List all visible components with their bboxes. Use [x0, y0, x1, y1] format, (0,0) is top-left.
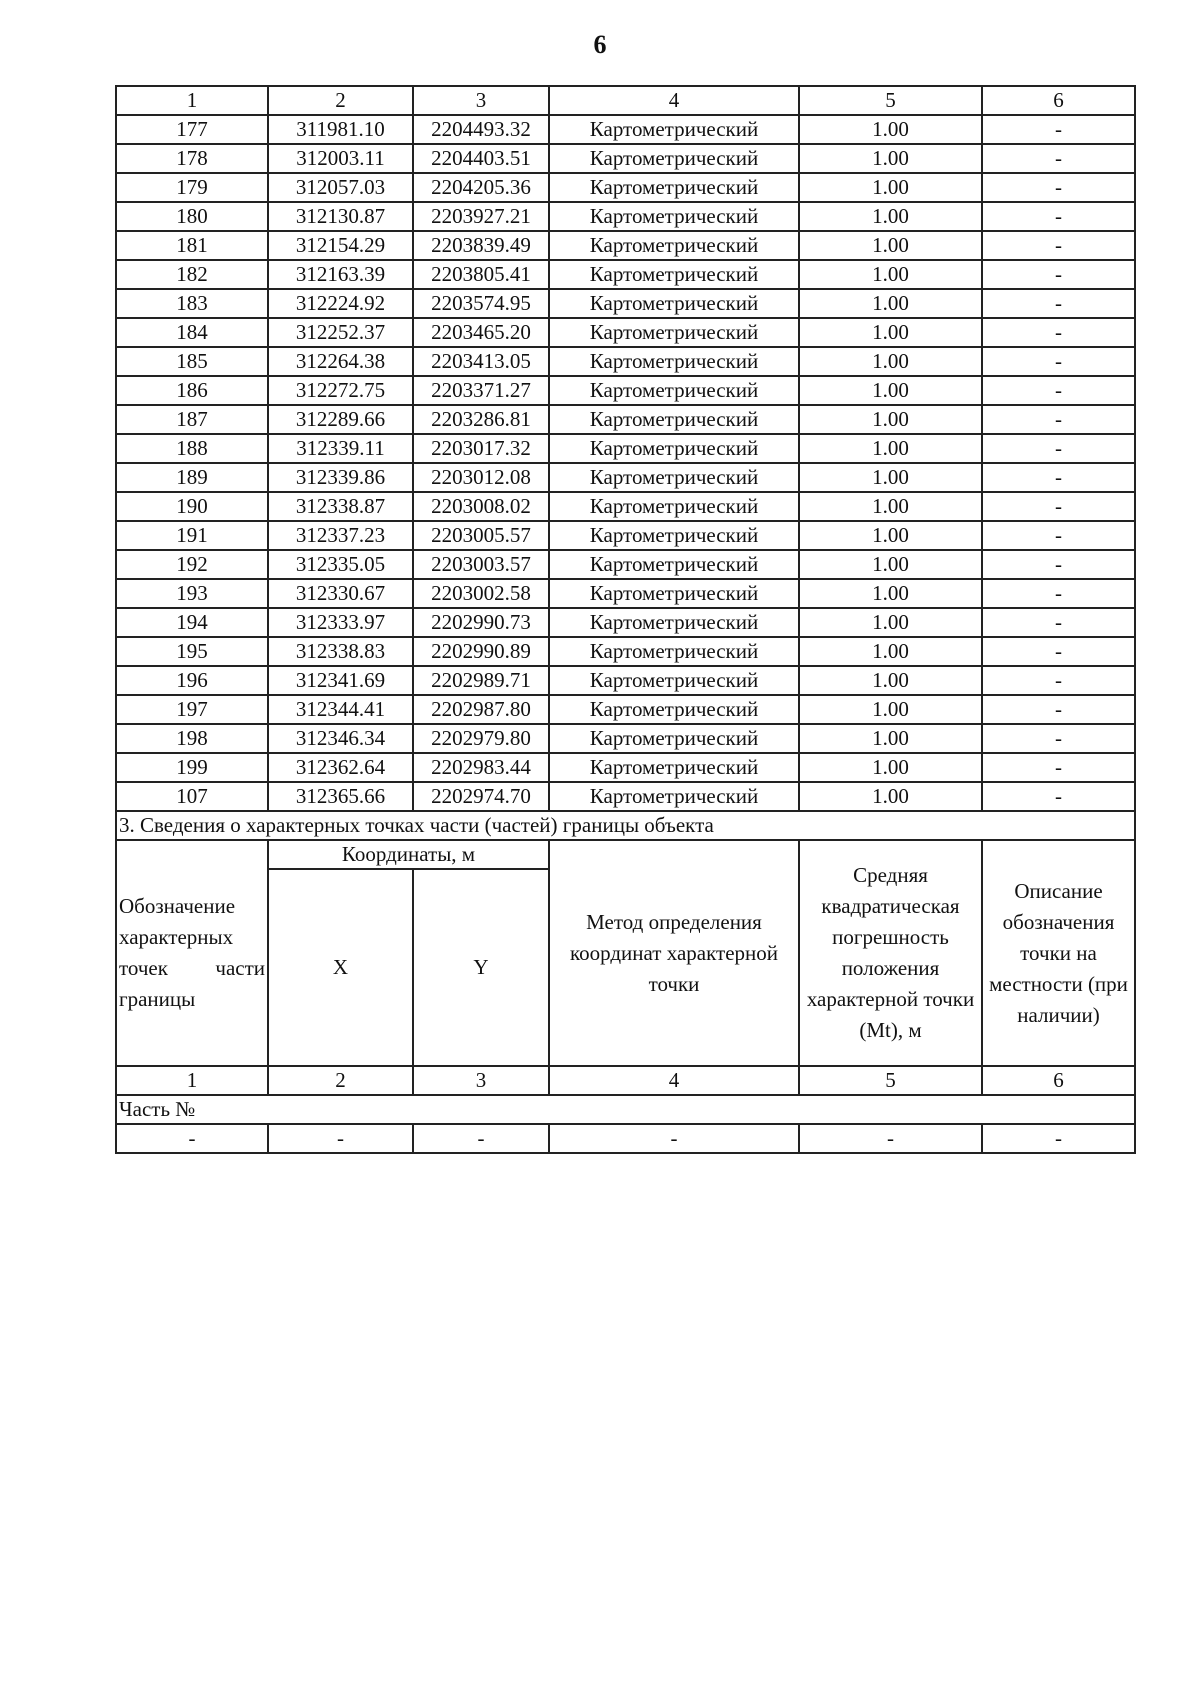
table-row	[116, 318, 1135, 347]
point-number-cell: 197	[116, 695, 268, 724]
description-cell: -	[982, 579, 1135, 608]
description-cell: -	[982, 405, 1135, 434]
y-coordinate-cell: 2204403.51	[413, 144, 549, 173]
x-coordinate-cell: 312338.83	[268, 637, 413, 666]
y-coordinate-cell: 2204205.36	[413, 173, 549, 202]
section3-title: 3. Сведения о характерных точках части (частей) границы объекта	[116, 811, 1135, 840]
method-cell: Картометрический	[549, 579, 799, 608]
mt-cell: 1.00	[799, 434, 982, 463]
part-label: Часть №	[116, 1095, 1135, 1124]
description-cell: -	[982, 144, 1135, 173]
description-cell: -	[982, 521, 1135, 550]
table-row	[116, 521, 1135, 550]
method-cell: Картометрический	[549, 724, 799, 753]
point-number-cell: 179	[116, 173, 268, 202]
x-coordinate-cell: 312003.11	[268, 144, 413, 173]
x-coordinate-cell: 312333.97	[268, 608, 413, 637]
description-cell: -	[982, 666, 1135, 695]
point-number-cell: 191	[116, 521, 268, 550]
empty-cell: -	[116, 1124, 268, 1153]
table-row	[116, 637, 1135, 666]
point-number-cell: 195	[116, 637, 268, 666]
description-cell: -	[982, 492, 1135, 521]
method-cell: Картометрический	[549, 318, 799, 347]
description-cell: -	[982, 289, 1135, 318]
table-row	[116, 492, 1135, 521]
column-number: 3	[413, 86, 549, 115]
x-coordinate-cell: 312154.29	[268, 231, 413, 260]
method-cell: Картометрический	[549, 695, 799, 724]
method-cell: Картометрический	[549, 521, 799, 550]
table-row	[116, 608, 1135, 637]
description-cell: -	[982, 637, 1135, 666]
column-number: 4	[549, 1066, 799, 1095]
table-row	[116, 666, 1135, 695]
method-header: Метод определения координат характерной точки	[549, 840, 799, 1066]
table-row	[116, 724, 1135, 753]
description-cell: -	[982, 463, 1135, 492]
point-number-cell: 189	[116, 463, 268, 492]
method-cell: Картометрический	[549, 202, 799, 231]
point-number-cell: 188	[116, 434, 268, 463]
column-number: 6	[982, 1066, 1135, 1095]
column-number: 5	[799, 86, 982, 115]
x-header: X	[268, 869, 413, 1066]
mt-cell: 1.00	[799, 492, 982, 521]
method-cell: Картометрический	[549, 231, 799, 260]
table-row	[116, 115, 1135, 144]
table-row	[116, 260, 1135, 289]
point-number-cell: 199	[116, 753, 268, 782]
point-number-cell: 190	[116, 492, 268, 521]
point-number-cell: 177	[116, 115, 268, 144]
table-row	[116, 434, 1135, 463]
point-number-cell: 193	[116, 579, 268, 608]
table-row	[116, 405, 1135, 434]
point-number-cell: 194	[116, 608, 268, 637]
x-coordinate-cell: 312362.64	[268, 753, 413, 782]
description-cell: -	[982, 434, 1135, 463]
x-coordinate-cell: 312057.03	[268, 173, 413, 202]
section3-column-number-row	[116, 1066, 1135, 1095]
mt-cell: 1.00	[799, 550, 982, 579]
description-cell: -	[982, 782, 1135, 811]
x-coordinate-cell: 312365.66	[268, 782, 413, 811]
designation-header: Обозначение характерных точек части границы	[116, 840, 268, 1066]
point-number-cell: 183	[116, 289, 268, 318]
y-coordinate-cell: 2203371.27	[413, 376, 549, 405]
y-coordinate-cell: 2204493.32	[413, 115, 549, 144]
x-coordinate-cell: 312330.67	[268, 579, 413, 608]
column-number: 1	[116, 1066, 268, 1095]
x-coordinate-cell: 312224.92	[268, 289, 413, 318]
description-cell: -	[982, 260, 1135, 289]
y-coordinate-cell: 2203012.08	[413, 463, 549, 492]
description-cell: -	[982, 115, 1135, 144]
y-coordinate-cell: 2202990.73	[413, 608, 549, 637]
method-cell: Картометрический	[549, 115, 799, 144]
point-number-cell: 178	[116, 144, 268, 173]
method-cell: Картометрический	[549, 753, 799, 782]
column-number: 2	[268, 1066, 413, 1095]
mt-cell: 1.00	[799, 608, 982, 637]
y-coordinate-cell: 2203805.41	[413, 260, 549, 289]
column-number: 3	[413, 1066, 549, 1095]
method-cell: Картометрический	[549, 782, 799, 811]
method-cell: Картометрический	[549, 144, 799, 173]
y-coordinate-cell: 2203002.58	[413, 579, 549, 608]
table-row	[116, 463, 1135, 492]
mt-cell: 1.00	[799, 347, 982, 376]
point-number-cell: 180	[116, 202, 268, 231]
method-cell: Картометрический	[549, 173, 799, 202]
column-number: 5	[799, 1066, 982, 1095]
description-header: Описание обозначения точки на местности (при наличии)	[982, 840, 1135, 1066]
x-coordinate-cell: 312341.69	[268, 666, 413, 695]
point-number-cell: 196	[116, 666, 268, 695]
mt-cell: 1.00	[799, 202, 982, 231]
description-cell: -	[982, 753, 1135, 782]
y-coordinate-cell: 2203017.32	[413, 434, 549, 463]
column-number: 6	[982, 86, 1135, 115]
point-number-cell: 184	[116, 318, 268, 347]
method-cell: Картометрический	[549, 405, 799, 434]
table-row	[116, 695, 1135, 724]
mt-cell: 1.00	[799, 376, 982, 405]
x-coordinate-cell: 312337.23	[268, 521, 413, 550]
x-coordinate-cell: 312346.34	[268, 724, 413, 753]
empty-cell: -	[549, 1124, 799, 1153]
description-cell: -	[982, 231, 1135, 260]
column-number: 2	[268, 86, 413, 115]
section3-header-row	[116, 840, 1135, 869]
mt-cell: 1.00	[799, 463, 982, 492]
description-cell: -	[982, 695, 1135, 724]
description-cell: -	[982, 173, 1135, 202]
x-coordinate-cell: 312272.75	[268, 376, 413, 405]
mt-header: Средняя квадратическая погрешность положения характерной точки (Mt), м	[799, 840, 982, 1066]
point-number-cell: 185	[116, 347, 268, 376]
point-number-cell: 107	[116, 782, 268, 811]
y-coordinate-cell: 2203008.02	[413, 492, 549, 521]
table-row	[116, 376, 1135, 405]
table-row	[116, 782, 1135, 811]
method-cell: Картометрический	[549, 463, 799, 492]
table-row	[116, 579, 1135, 608]
y-coordinate-cell: 2202990.89	[413, 637, 549, 666]
y-coordinate-cell: 2203413.05	[413, 347, 549, 376]
method-cell: Картометрический	[549, 434, 799, 463]
mt-cell: 1.00	[799, 231, 982, 260]
coordinates-table	[115, 85, 1136, 1154]
method-cell: Картометрический	[549, 666, 799, 695]
y-coordinate-cell: 2202987.80	[413, 695, 549, 724]
mt-cell: 1.00	[799, 521, 982, 550]
x-coordinate-cell: 312163.39	[268, 260, 413, 289]
y-coordinate-cell: 2202979.80	[413, 724, 549, 753]
mt-cell: 1.00	[799, 260, 982, 289]
method-cell: Картометрический	[549, 550, 799, 579]
table-row	[116, 347, 1135, 376]
mt-cell: 1.00	[799, 405, 982, 434]
column-number-row	[116, 86, 1135, 115]
y-coordinate-cell: 2202974.70	[413, 782, 549, 811]
mt-cell: 1.00	[799, 637, 982, 666]
empty-cell: -	[413, 1124, 549, 1153]
point-number-cell: 186	[116, 376, 268, 405]
mt-cell: 1.00	[799, 753, 982, 782]
x-coordinate-cell: 312344.41	[268, 695, 413, 724]
description-cell: -	[982, 318, 1135, 347]
page-number: 6	[593, 30, 607, 59]
method-cell: Картометрический	[549, 637, 799, 666]
x-coordinate-cell: 312339.11	[268, 434, 413, 463]
table-row	[116, 753, 1135, 782]
section3-title-row	[116, 811, 1135, 840]
empty-cell: -	[799, 1124, 982, 1153]
y-coordinate-cell: 2202989.71	[413, 666, 549, 695]
point-number-cell: 192	[116, 550, 268, 579]
table-row	[116, 550, 1135, 579]
description-cell: -	[982, 550, 1135, 579]
x-coordinate-cell: 312264.38	[268, 347, 413, 376]
y-coordinate-cell: 2202983.44	[413, 753, 549, 782]
table-row	[116, 202, 1135, 231]
method-cell: Картометрический	[549, 260, 799, 289]
description-cell: -	[982, 608, 1135, 637]
y-coordinate-cell: 2203574.95	[413, 289, 549, 318]
mt-cell: 1.00	[799, 289, 982, 318]
mt-cell: 1.00	[799, 579, 982, 608]
method-cell: Картометрический	[549, 608, 799, 637]
part-label-row	[116, 1095, 1135, 1124]
point-number-cell: 181	[116, 231, 268, 260]
coordinates-header: Координаты, м	[268, 840, 549, 869]
table-row	[116, 144, 1135, 173]
mt-cell: 1.00	[799, 782, 982, 811]
description-cell: -	[982, 202, 1135, 231]
mt-cell: 1.00	[799, 173, 982, 202]
section3-empty-row	[116, 1124, 1135, 1153]
method-cell: Картометрический	[549, 492, 799, 521]
mt-cell: 1.00	[799, 318, 982, 347]
x-coordinate-cell: 312289.66	[268, 405, 413, 434]
mt-cell: 1.00	[799, 666, 982, 695]
y-coordinate-cell: 2203465.20	[413, 318, 549, 347]
table-row	[116, 289, 1135, 318]
method-cell: Картометрический	[549, 289, 799, 318]
description-cell: -	[982, 724, 1135, 753]
mt-cell: 1.00	[799, 695, 982, 724]
x-coordinate-cell: 311981.10	[268, 115, 413, 144]
empty-cell: -	[268, 1124, 413, 1153]
description-cell: -	[982, 376, 1135, 405]
mt-cell: 1.00	[799, 144, 982, 173]
x-coordinate-cell: 312335.05	[268, 550, 413, 579]
mt-cell: 1.00	[799, 724, 982, 753]
y-coordinate-cell: 2203003.57	[413, 550, 549, 579]
point-number-cell: 182	[116, 260, 268, 289]
x-coordinate-cell: 312339.86	[268, 463, 413, 492]
y-coordinate-cell: 2203286.81	[413, 405, 549, 434]
x-coordinate-cell: 312252.37	[268, 318, 413, 347]
table-row	[116, 173, 1135, 202]
point-number-cell: 198	[116, 724, 268, 753]
empty-cell: -	[982, 1124, 1135, 1153]
x-coordinate-cell: 312130.87	[268, 202, 413, 231]
y-coordinate-cell: 2203927.21	[413, 202, 549, 231]
y-coordinate-cell: 2203839.49	[413, 231, 549, 260]
column-number: 4	[549, 86, 799, 115]
column-number: 1	[116, 86, 268, 115]
x-coordinate-cell: 312338.87	[268, 492, 413, 521]
mt-cell: 1.00	[799, 115, 982, 144]
method-cell: Картометрический	[549, 376, 799, 405]
table-row	[116, 231, 1135, 260]
y-coordinate-cell: 2203005.57	[413, 521, 549, 550]
point-number-cell: 187	[116, 405, 268, 434]
description-cell: -	[982, 347, 1135, 376]
y-header: Y	[413, 869, 549, 1066]
method-cell: Картометрический	[549, 347, 799, 376]
